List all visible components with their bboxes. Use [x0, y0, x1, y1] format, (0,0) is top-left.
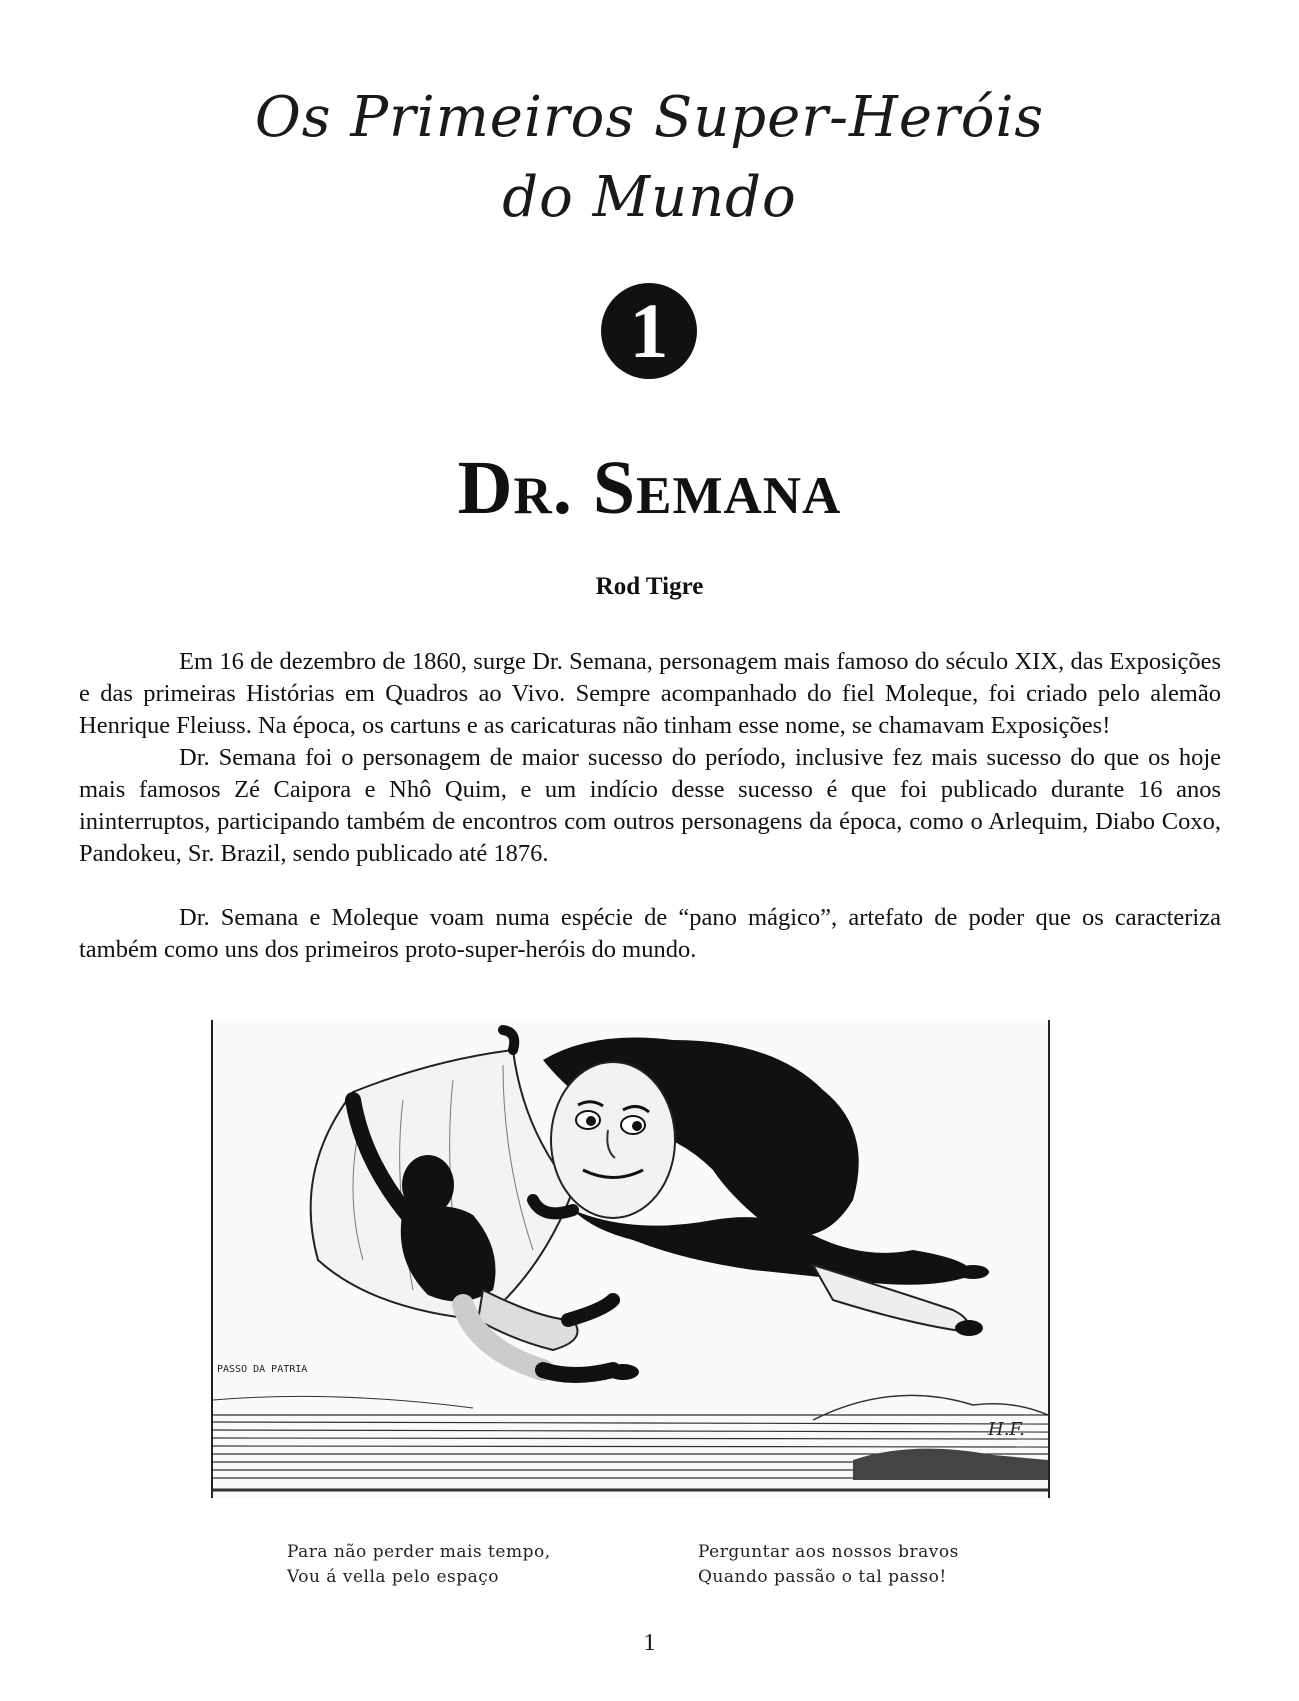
series-title-line-1: Os Primeiros Super-Heróis	[254, 85, 1045, 150]
page-number: 1	[643, 1630, 656, 1656]
caption-left-line-1: Para não perder mais tempo,	[287, 1542, 551, 1562]
caption-right	[698, 1540, 959, 1590]
paragraph-2: Dr. Semana foi o personagem de maior sucesso do período, inclusive fez mais sucesso do que os hoje mais famosos Zé Caipora e Nhô Quim, e um indício desse sucesso é que foi publicado durante 16 anos ininterruptos, participando também de encontros com outros personagens da época, como o Arlequim, Diabo Coxo, Pandokeu, Sr. Brazil, sendo publicado até 1876.	[79, 744, 1221, 867]
series-title	[0, 78, 1299, 238]
caricature-illustration	[211, 1020, 1050, 1498]
caption-left-line-2: Vou á vella pelo espaço	[287, 1567, 499, 1587]
illustration-inscription: PASSO DA PATRIA	[217, 1364, 308, 1375]
paragraph-1: Em 16 de dezembro de 1860, surge Dr. Semana, personagem mais famoso do século XIX, das Exposições e das primeiras Histórias em Quadros ao Vivo. Sempre acompanhado do fiel Moleque, foi criado pelo alemão Henrique Fleiuss. Na época, os cartuns e as caricaturas não tinham esse nome, se chamavam Exposições!	[79, 648, 1221, 739]
series-title-line-2: do Mundo	[502, 165, 797, 230]
caption-left	[287, 1540, 551, 1590]
illustration-signature: H.F.	[988, 1419, 1025, 1440]
article-body	[79, 646, 1221, 966]
dr-semana-figure	[503, 1030, 989, 1336]
article-title: Dr. Semana	[457, 446, 842, 530]
flying-characters-drawing	[213, 1020, 1048, 1498]
chapter-number-badge: 1	[601, 283, 697, 379]
caption-right-line-1: Perguntar aos nossos bravos	[698, 1542, 959, 1562]
landscape	[213, 1395, 1048, 1490]
paragraph-3: Dr. Semana e Moleque voam numa espécie de “pano mágico”, artefato de poder que os caracteriza também como uns dos primeiros proto-super-heróis do mundo.	[79, 904, 1221, 963]
caption-right-line-2: Quando passão o tal passo!	[698, 1567, 947, 1587]
article-author: Rod Tigre	[595, 573, 704, 600]
